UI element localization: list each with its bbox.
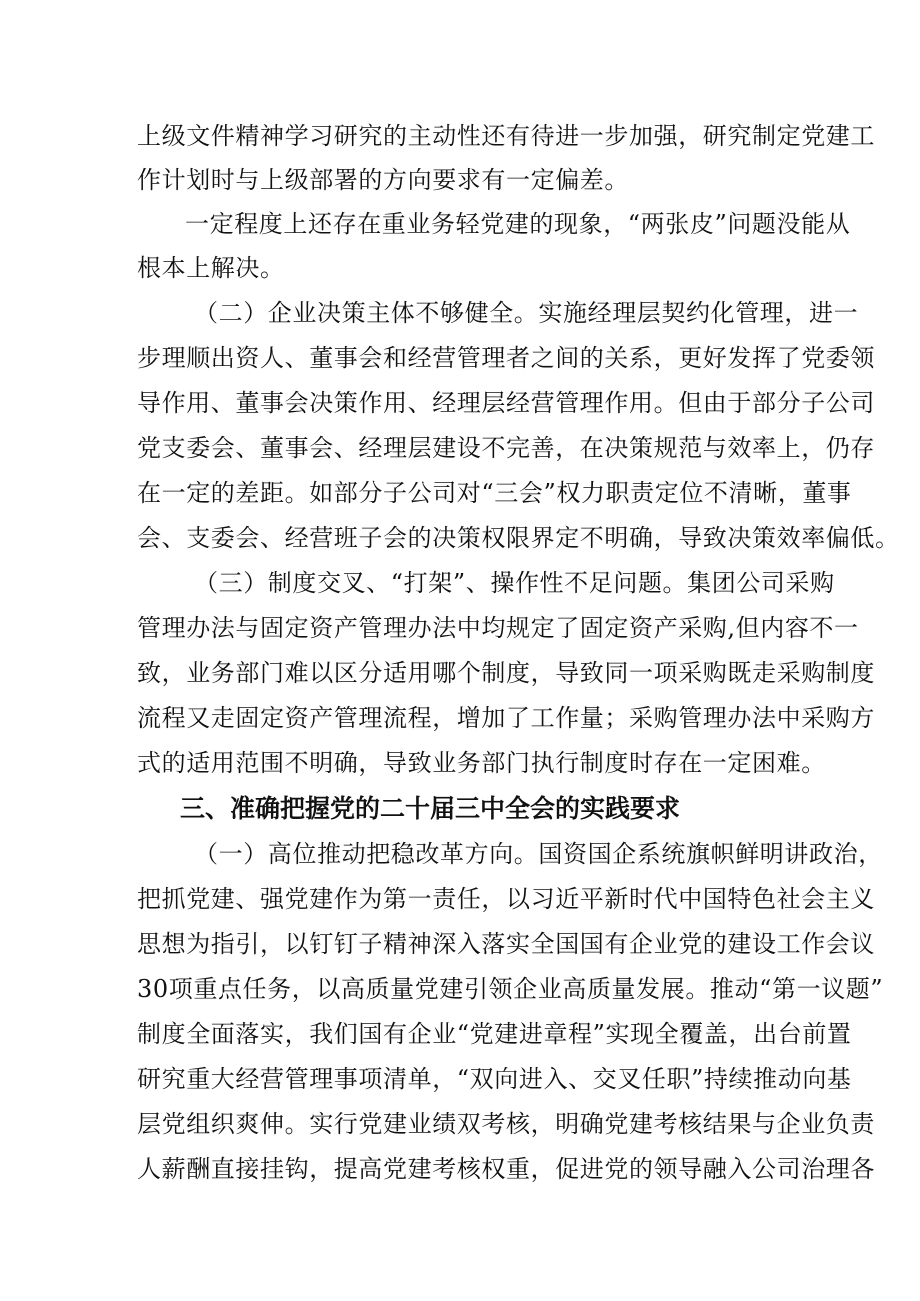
text-line (0, 1104, 920, 1144)
line-text: 致，业务部门难以区分适用哪个制度，导致同一项采购既走采购制度 (137, 659, 875, 687)
text-line (0, 248, 920, 288)
text-line (0, 518, 920, 558)
text-line (0, 1149, 920, 1189)
text-line (0, 834, 920, 874)
line-text: 流程又走固定资产管理流程，增加了工作量；采购管理办法中采购方 (137, 704, 875, 732)
line-text: （一）高位推动把稳改革方向。国资国企系统旗帜鲜明讲政治， (194, 840, 883, 868)
line-text: （三）制度交叉、“打架”、操作性不足问题。集团公司采购 (194, 569, 835, 597)
heading-text: 三、准确把握党的二十届三中全会的实践要求 (180, 794, 681, 823)
text-line (0, 473, 920, 513)
line-text: 管理办法与固定资产管理办法中均规定了固定资产采购,但内容不一 (137, 614, 859, 642)
line-text: 式的适用范围不明确，导致业务部门执行制度时存在一定困难。 (137, 749, 826, 777)
line-text: 30项重点任务，以高质量党建引领企业高质量发展。推动“第一议题” (137, 975, 884, 1003)
text-line (0, 924, 920, 964)
text-line (0, 743, 920, 783)
line-text: 一定程度上还存在重业务轻党建的现象，“两张皮”问题没能从 (185, 210, 851, 238)
text-line (0, 293, 920, 333)
text-line (0, 116, 920, 156)
text-line (0, 1059, 920, 1099)
text-line (0, 338, 920, 378)
line-text: 人薪酬直接挂钩，提高党建考核权重，促进党的领导融入公司治理各 (137, 1155, 875, 1183)
text-line (0, 428, 920, 468)
line-text: 党支委会、董事会、经理层建设不完善，在决策规范与效率上，仍存 (137, 434, 875, 462)
line-text: 步理顺出资人、董事会和经营管理者之间的关系，更好发挥了党委领 (137, 344, 875, 372)
text-line (0, 969, 920, 1009)
section-heading (0, 789, 920, 829)
text-line (0, 608, 920, 648)
line-text: 制度全面落实，我们国有企业“党建进章程”实现全覆盖，出台前置 (137, 1020, 852, 1048)
line-text: 把抓党建、强党建作为第一责任，以习近平新时代中国特色社会主义 (137, 885, 875, 913)
line-text: 上级文件精神学习研究的主动性还有待进一步加强，研究制定党建工 (137, 122, 875, 150)
line-text: 思想为指引，以钉钉子精神深入落实全国国有企业党的建设工作会议 (137, 930, 875, 958)
line-text: 会、支委会、经营班子会的决策权限界定不明确，导致决策效率偏低。 (137, 524, 900, 552)
line-text: （二）企业决策主体不够健全。实施经理层契约化管理，进一 (194, 299, 859, 327)
line-text: 在一定的差距。如部分子公司对“三会”权力职责定位不清晰，董事 (137, 479, 852, 507)
line-text: 导作用、董事会决策作用、经理层经营管理作用。但由于部分子公司 (137, 389, 875, 417)
text-line (0, 383, 920, 423)
text-line (0, 563, 920, 603)
text-line (0, 879, 920, 919)
text-line (0, 698, 920, 738)
text-line (0, 204, 920, 244)
line-text: 作计划时与上级部署的方向要求有一定偏差。 (137, 166, 629, 194)
text-line (0, 653, 920, 693)
line-text: 研究重大经营管理事项清单，“双向进入、交叉任职”持续推动向基 (137, 1065, 852, 1093)
text-line (0, 1014, 920, 1054)
line-text: 根本上解决。 (137, 254, 285, 282)
line-text: 层党组织爽伸。实行党建业绩双考核，明确党建考核结果与企业负责 (137, 1110, 875, 1138)
text-line (0, 160, 920, 200)
